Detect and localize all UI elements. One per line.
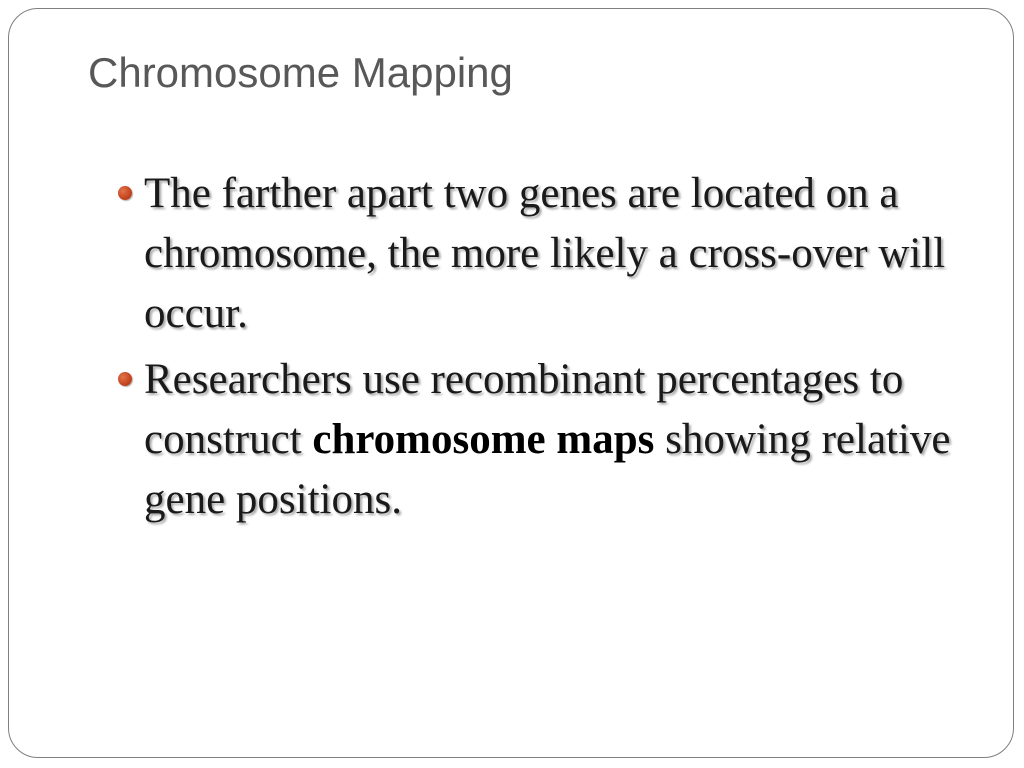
bullet-dot-icon [118,372,132,386]
bold-term: chromosome maps [312,416,655,463]
bullet-text: The farther apart two genes are located on a chromosome, the more likely a cross-over will occur. [144,170,946,337]
bullet-dot-icon [118,186,132,200]
bullet-item [116,350,976,530]
bullet-text-before: Researchers use recombinant percentages to construct [144,356,904,463]
bullet-item [116,164,976,344]
slide-title: Chromosome Mapping [88,49,513,96]
bullet-text-after: showing relative gene positions. [144,416,951,523]
bullet-list [116,164,976,536]
